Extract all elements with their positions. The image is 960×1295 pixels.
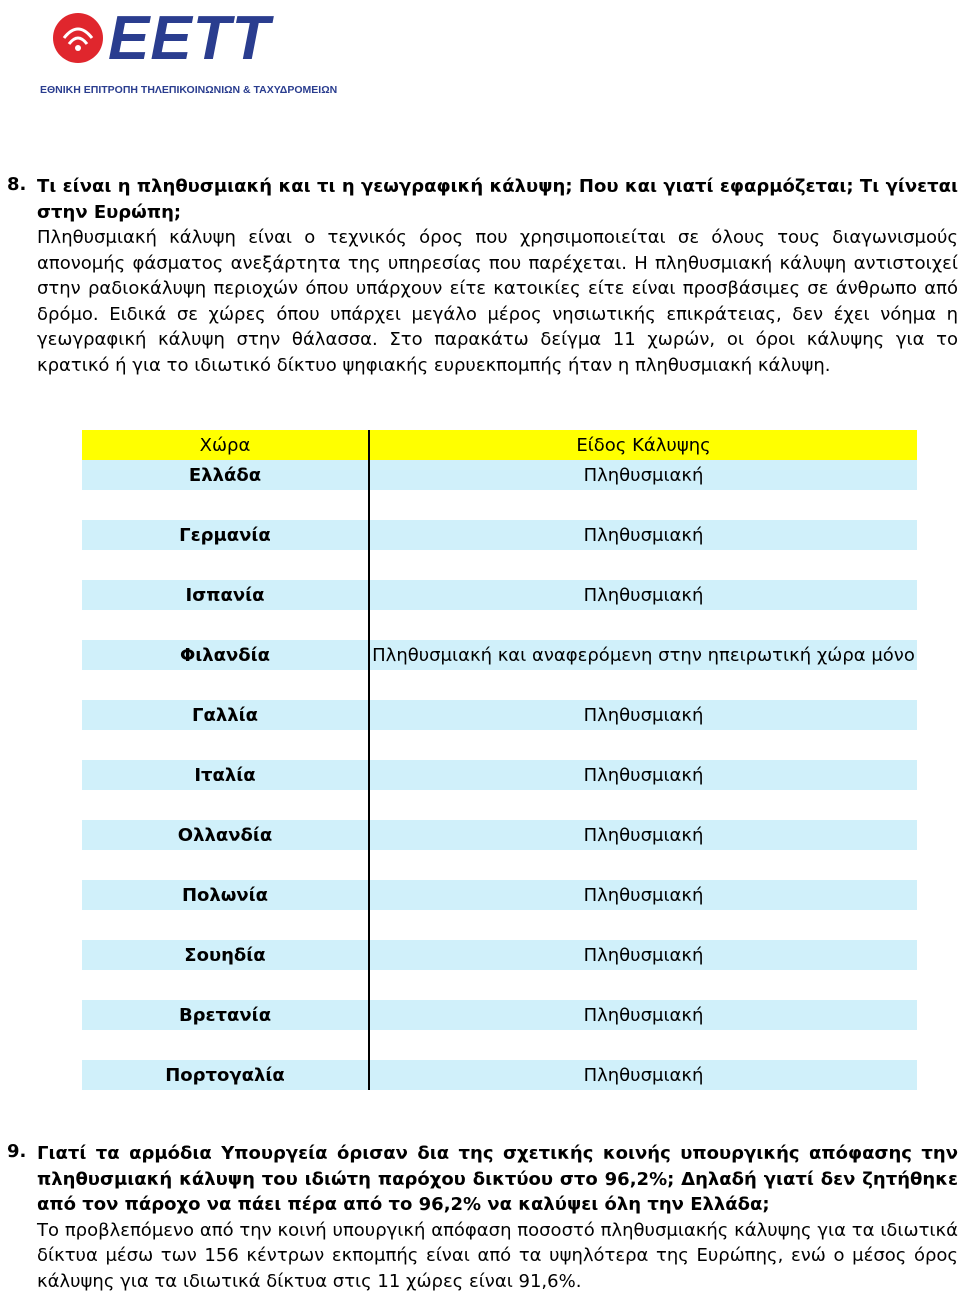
spacer-cell	[369, 850, 917, 880]
spacer-cell	[82, 1030, 369, 1060]
country-cell: Πολωνία	[82, 880, 369, 910]
coverage-cell: Πληθυσμιακή	[369, 1000, 917, 1030]
logo-wordmark: ΕΕΤΤ	[108, 4, 271, 73]
table-row	[82, 760, 917, 790]
spacer-cell	[82, 850, 369, 880]
coverage-table	[82, 430, 917, 1090]
country-cell: Πορτογαλία	[82, 1060, 369, 1090]
table-spacer-row	[82, 910, 917, 940]
table-row	[82, 460, 917, 490]
coverage-cell: Πληθυσμιακή	[369, 940, 917, 970]
table-row	[82, 520, 917, 550]
table-spacer-row	[82, 670, 917, 700]
spacer-cell	[369, 910, 917, 940]
coverage-cell: Πληθυσμιακή	[369, 880, 917, 910]
coverage-cell: Πληθυσμιακή	[369, 460, 917, 490]
question-8-answer: Πληθυσμιακή κάλυψη είναι ο τεχνικός όρος που χρησιμοποιείται σε όλους τους διαγωνισμούς απονομής φάσματος ανεξάρτητα της υπηρεσίας που παρέχεται. Η πληθυσμιακή κάλυψη αντιστοιχεί στην ραδιοκάλυψη περιοχών όπου υπάρχουν είτε κατοικίες είτε είναι προσβάσιμες σε άνθρωπο από δρόμο. Ειδικά σε χώρες όπου υπάρχει μεγάλο μέρος νησιωτικής επικράτειας, δεν έχει νόημα η γεωγραφική κάλυψη στην θάλασσα. Στο παρακάτω δείγμα 11 χωρών, οι όροι κάλυψης για το κρατικό ή για το ιδιωτικό δίκτυο ψηφιακής ευρυεκπομπής ήταν η πληθυσμιακή κάλυψη.	[37, 227, 958, 376]
eett-emblem-icon	[50, 8, 106, 64]
table-row	[82, 700, 917, 730]
table-spacer-row	[82, 610, 917, 640]
table-row	[82, 580, 917, 610]
header-country: Χώρα	[82, 430, 369, 460]
header-coverage: Είδος Κάλυψης	[369, 430, 917, 460]
country-cell: Φιλανδία	[82, 640, 369, 670]
table-spacer-row	[82, 490, 917, 520]
table-row	[82, 1000, 917, 1030]
table-row	[82, 880, 917, 910]
country-cell: Ισπανία	[82, 580, 369, 610]
question-9-number: 9.	[7, 1141, 27, 1162]
coverage-cell: Πληθυσμιακή	[369, 700, 917, 730]
spacer-cell	[82, 790, 369, 820]
spacer-cell	[369, 790, 917, 820]
spacer-cell	[369, 550, 917, 580]
question-9-body	[37, 1141, 958, 1294]
coverage-cell: Πληθυσμιακή	[369, 820, 917, 850]
spacer-cell	[369, 610, 917, 640]
question-9-answer: Το προβλεπόμενο από την κοινή υπουργική απόφαση ποσοστό πληθυσμιακής κάλυψης για τα ιδιωτικά δίκτυα μέσω των 156 κέντρων εκπομπής είναι από τα υψηλότερα της Ευρώπης, ενώ ο μέσος όρος κάλυψης για τα ιδιωτικά δίκτυα στις 11 χώρες είναι 91,6%.	[37, 1219, 958, 1292]
table-row	[82, 640, 917, 670]
table-row	[82, 940, 917, 970]
eett-logo	[40, 4, 338, 96]
spacer-cell	[82, 610, 369, 640]
table-spacer-row	[82, 730, 917, 760]
spacer-cell	[82, 730, 369, 760]
question-8-title: Τι είναι η πληθυσμιακή και τι η γεωγραφική κάλυψη; Που και γιατί εφαρμόζεται; Τι γίνεται στην Ευρώπη;	[37, 176, 958, 223]
table-spacer-row	[82, 850, 917, 880]
country-cell: Σουηδία	[82, 940, 369, 970]
table-spacer-row	[82, 970, 917, 1000]
country-cell: Ελλάδα	[82, 460, 369, 490]
table-row	[82, 1060, 917, 1090]
country-cell: Βρετανία	[82, 1000, 369, 1030]
spacer-cell	[82, 670, 369, 700]
coverage-cell: Πληθυσμιακή	[369, 520, 917, 550]
table-header-row	[82, 430, 917, 460]
spacer-cell	[82, 550, 369, 580]
spacer-cell	[369, 730, 917, 760]
spacer-cell	[82, 970, 369, 1000]
spacer-cell	[369, 1030, 917, 1060]
country-cell: Γερμανία	[82, 520, 369, 550]
spacer-cell	[82, 910, 369, 940]
spacer-cell	[369, 670, 917, 700]
country-cell: Ολλανδία	[82, 820, 369, 850]
question-8-body	[37, 174, 958, 378]
table-row	[82, 820, 917, 850]
spacer-cell	[82, 490, 369, 520]
table-spacer-row	[82, 1030, 917, 1060]
spacer-cell	[369, 490, 917, 520]
question-9-title: Γιατί τα αρμόδια Υπουργεία όρισαν δια της σχετικής κοινής υπουργικής απόφασης την πληθυσμιακή κάλυψη του ιδιώτη παρόχου δικτύου στο 96,2%; Δηλαδή γιατί δεν ζητήθηκε από τον πάροχο να πάει πέρα από το 96,2% να καλύψει όλη την Ελλάδα;	[37, 1143, 958, 1215]
coverage-cell: Πληθυσμιακή	[369, 760, 917, 790]
country-cell: Γαλλία	[82, 700, 369, 730]
logo-subtitle: ΕΘΝΙΚΗ ΕΠΙΤΡΟΠΗ ΤΗΛΕΠΙΚΟΙΝΩΝΙΩΝ & ΤΑΧΥΔΡΟΜΕΙΩΝ	[40, 84, 338, 96]
coverage-cell: Πληθυσμιακή και αναφερόμενη στην ηπειρωτική χώρα μόνο	[369, 640, 917, 670]
coverage-cell: Πληθυσμιακή	[369, 580, 917, 610]
table-spacer-row	[82, 550, 917, 580]
table-spacer-row	[82, 790, 917, 820]
question-8-number: 8.	[7, 174, 27, 195]
spacer-cell	[369, 970, 917, 1000]
coverage-cell: Πληθυσμιακή	[369, 1060, 917, 1090]
country-cell: Ιταλία	[82, 760, 369, 790]
